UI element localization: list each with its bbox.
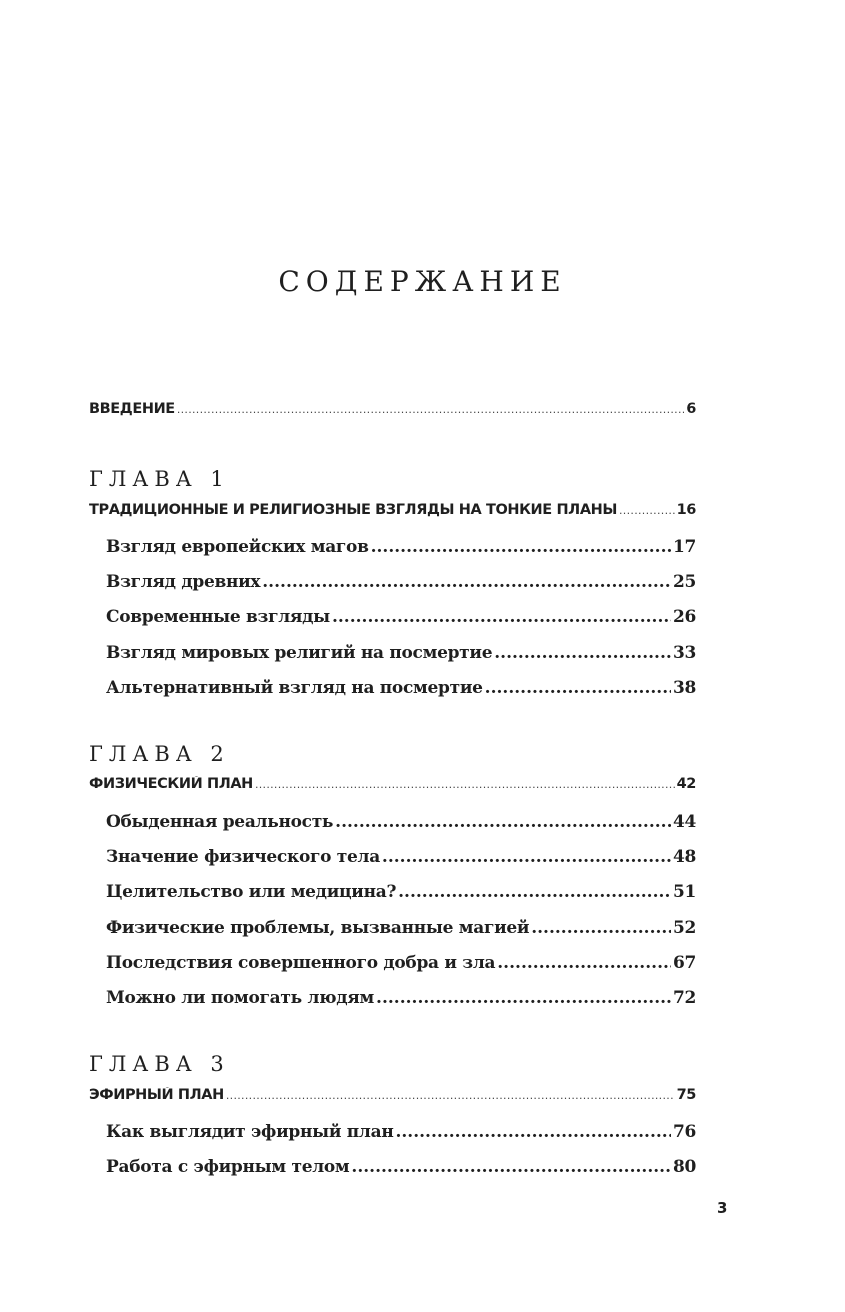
dot-leader: [351, 1157, 671, 1177]
toc-chapter-title[interactable]: [89, 1087, 696, 1103]
toc-section-entry[interactable]: [106, 537, 696, 557]
dot-leader: [497, 953, 671, 973]
dot-leader: [398, 882, 671, 902]
toc-entry-label: Современные взгляды: [106, 607, 330, 627]
toc-entry-page: 52: [672, 918, 696, 938]
toc-entry-label: Работа с эфирным телом: [106, 1157, 350, 1177]
toc-entry-page: 38: [672, 678, 696, 698]
dot-leader: [382, 847, 671, 867]
dot-leader: [262, 572, 671, 592]
toc-entry-page: 72: [672, 988, 696, 1008]
toc-chapter-title[interactable]: [89, 776, 696, 792]
page-title: СОДЕРЖАНИЕ: [278, 265, 567, 298]
dot-leader: [177, 403, 684, 416]
toc-entry-label: ЭФИРНЫЙ ПЛАН: [89, 1087, 224, 1103]
toc-entry-page: 6: [686, 401, 696, 417]
toc-entry-label: Альтернативный взгляд на посмертие: [106, 678, 483, 698]
dot-leader: [395, 1122, 670, 1142]
toc-entry-intro[interactable]: [89, 401, 696, 417]
toc-entry-page: 16: [676, 502, 696, 518]
toc-entry-page: 44: [672, 812, 696, 832]
toc-section-entry[interactable]: [106, 678, 696, 698]
toc-entry-page: 26: [672, 607, 696, 627]
dot-leader: [376, 988, 671, 1008]
toc-entry-label: Взгляд европейских магов: [106, 537, 369, 557]
toc-entry-page: 75: [676, 1087, 696, 1103]
page-number: 3: [717, 1199, 728, 1217]
toc-section-entry[interactable]: [106, 607, 696, 627]
toc-entry-label: Физические проблемы, вызванные магией: [106, 918, 530, 938]
dot-leader: [371, 537, 671, 557]
toc-entry-label: Взгляд мировых религий на посмертие: [106, 643, 493, 663]
toc-entry-page: 80: [672, 1157, 696, 1177]
toc-entry-page: 33: [672, 643, 696, 663]
dot-leader: [226, 1089, 675, 1102]
dot-leader: [619, 504, 675, 517]
toc-entry-page: 25: [672, 572, 696, 592]
toc-entry-label: Целительство или медицина?: [106, 882, 397, 902]
dot-leader: [494, 643, 671, 663]
chapter-heading: ГЛАВА 1: [89, 467, 230, 491]
toc-section-entry[interactable]: [106, 953, 696, 973]
toc-entry-page: 76: [672, 1122, 696, 1142]
toc-entry-label: ТРАДИЦИОННЫЕ И РЕЛИГИОЗНЫЕ ВЗГЛЯДЫ НА ТОНКИЕ ПЛАНЫ: [89, 502, 618, 518]
toc-section-entry[interactable]: [106, 572, 696, 592]
toc-section-entry[interactable]: [106, 847, 696, 867]
toc-entry-label: ФИЗИЧЕСКИЙ ПЛАН: [89, 776, 253, 792]
toc-section-entry[interactable]: [106, 1122, 696, 1142]
toc-entry-label: Значение физического тела: [106, 847, 380, 867]
dot-leader: [485, 678, 671, 698]
chapter-heading: ГЛАВА 3: [89, 1052, 230, 1076]
toc-section-entry[interactable]: [106, 1157, 696, 1177]
toc-section-entry[interactable]: [106, 643, 696, 663]
dot-leader: [335, 812, 671, 832]
toc-entry-label: Можно ли помогать людям: [106, 988, 375, 1008]
toc-entry-label: Как выглядит эфирный план: [106, 1122, 394, 1142]
toc-section-entry[interactable]: [106, 882, 696, 902]
toc-section-entry[interactable]: [106, 918, 696, 938]
toc-entry-page: 67: [672, 953, 696, 973]
toc-entry-page: 48: [672, 847, 696, 867]
toc-entry-label: Обыденная реальность: [106, 812, 334, 832]
toc-section-entry[interactable]: [106, 988, 696, 1008]
dot-leader: [332, 607, 671, 627]
toc-entry-page: 51: [672, 882, 696, 902]
dot-leader: [531, 918, 671, 938]
dot-leader: [255, 778, 675, 791]
toc-section-entry[interactable]: [106, 812, 696, 832]
toc-entry-page: 17: [672, 537, 696, 557]
toc-chapter-title[interactable]: [89, 502, 696, 518]
toc-entry-label: Взгляд древних: [106, 572, 261, 592]
chapter-heading: ГЛАВА 2: [89, 742, 230, 766]
toc-entry-label: Последствия совершенного добра и зла: [106, 953, 496, 973]
toc-entry-page: 42: [676, 776, 696, 792]
toc-entry-label: ВВЕДЕНИЕ: [89, 401, 175, 417]
